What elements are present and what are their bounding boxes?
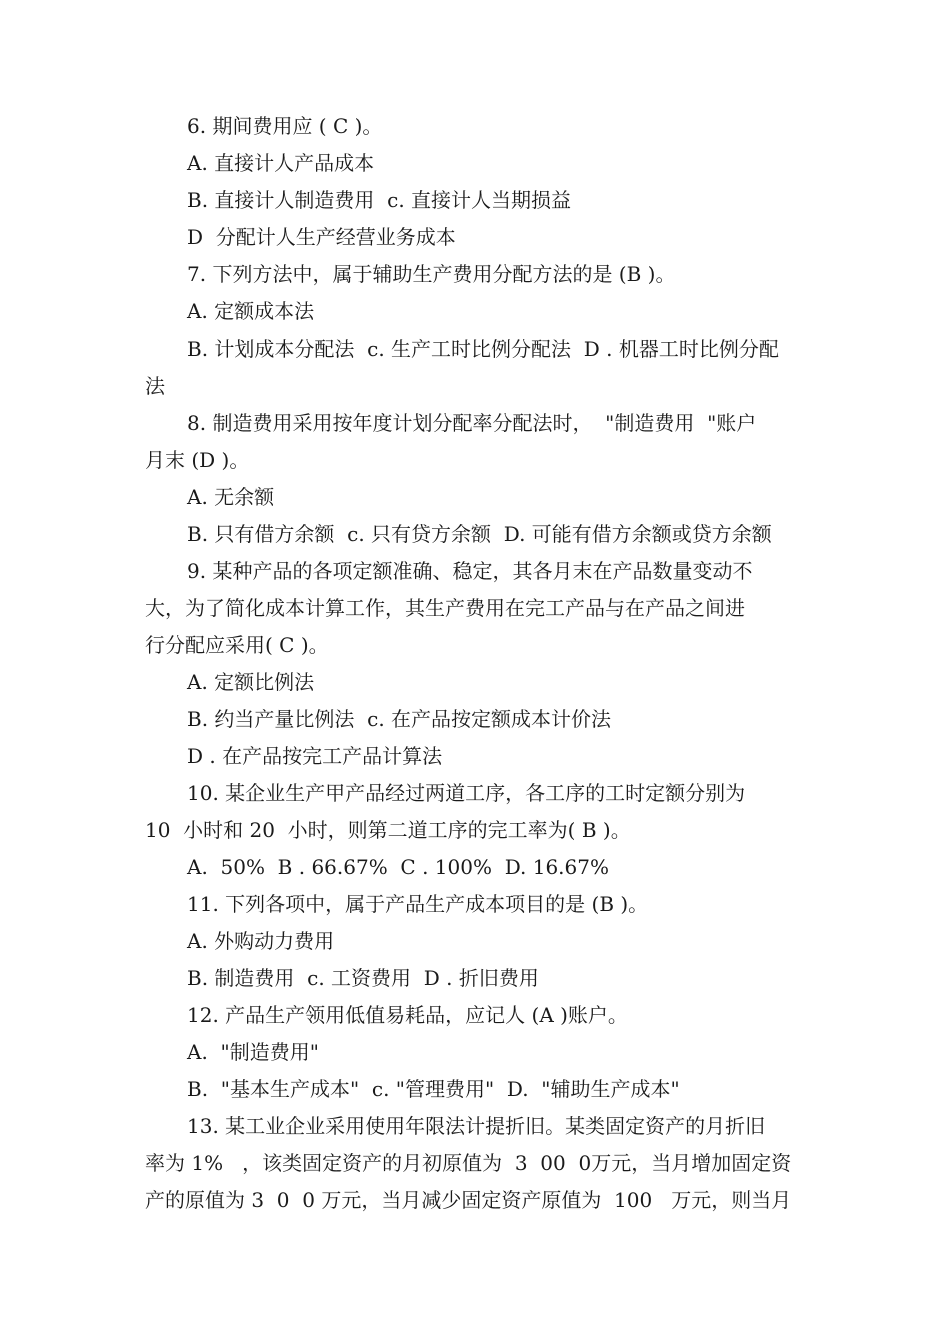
question-13-line-2: 率为 1% ，该类固定资产的月初原值为 3 00 0万元，当月增加固定资: [145, 1151, 792, 1175]
question-9-line-2: 大，为了简化成本计算工作，其生产费用在完工产品与在产品之间进: [145, 596, 745, 620]
question-7: 7. 下列方法中，属于辅助生产费用分配方法的是 (B )。: [187, 262, 676, 286]
question-8-continued: 月末 (D )。: [145, 448, 250, 472]
question-8: 8. 制造费用采用按年度计划分配率分配法时， "制造费用 "账户: [187, 411, 757, 435]
q7-options-b-c-d: B. 计划成本分配法 c. 生产工时比例分配法 D . 机器工时比例分配: [187, 337, 779, 361]
question-13-line-3: 产的原值为 3 0 0 万元，当月减少固定资产原值为 100 万元，则当月: [145, 1188, 792, 1212]
q7-option-a: A. 定额成本法: [187, 299, 315, 323]
q12-option-a: A. "制造费用": [187, 1040, 319, 1064]
q6-option-d: D 分配计人生产经营业务成本: [187, 225, 456, 249]
q6-option-a: A. 直接计人产品成本: [187, 151, 375, 175]
question-9: 9. 某种产品的各项定额准确、稳定，其各月末在产品数量变动不: [187, 559, 753, 583]
q8-options-b-c-d: B. 只有借方余额 c. 只有贷方余额 D. 可能有借方余额或贷方余额: [187, 522, 772, 546]
question-10: 10. 某企业生产甲产品经过两道工序，各工序的工时定额分别为: [187, 781, 746, 805]
q9-option-a: A. 定额比例法: [187, 670, 315, 694]
question-13: 13. 某工业企业采用使用年限法计提折旧。某类固定资产的月折旧: [187, 1114, 766, 1138]
q10-options: A. 50% B . 66.67% C . 100% D. 16.67%: [187, 855, 609, 879]
q11-options-b-c-d: B. 制造费用 c. 工资费用 D . 折旧费用: [187, 966, 539, 990]
question-12: 12. 产品生产领用低值易耗品，应记人 (A )账户。: [187, 1003, 628, 1027]
q7-options-continued: 法: [145, 374, 165, 398]
q9-option-d: D . 在产品按完工产品计算法: [187, 744, 443, 768]
question-6: 6. 期间费用应 ( C )。: [187, 114, 383, 138]
q11-option-a: A. 外购动力费用: [187, 929, 335, 953]
q6-options-b-c: B. 直接计人制造费用 c. 直接计人当期损益: [187, 188, 572, 212]
q9-options-b-c: B. 约当产量比例法 c. 在产品按定额成本计价法: [187, 707, 612, 731]
question-9-line-3: 行分配应采用( C )。: [145, 633, 329, 657]
question-11: 11. 下列各项中，属于产品生产成本项目的是 (B )。: [187, 892, 649, 916]
q8-option-a: A. 无余额: [187, 485, 275, 509]
question-10-continued: 10 小时和 20 小时，则第二道工序的完工率为( B )。: [145, 818, 631, 842]
q12-options-b-c-d: B. "基本生产成本" c. "管理费用" D. "辅助生产成本": [187, 1077, 680, 1101]
